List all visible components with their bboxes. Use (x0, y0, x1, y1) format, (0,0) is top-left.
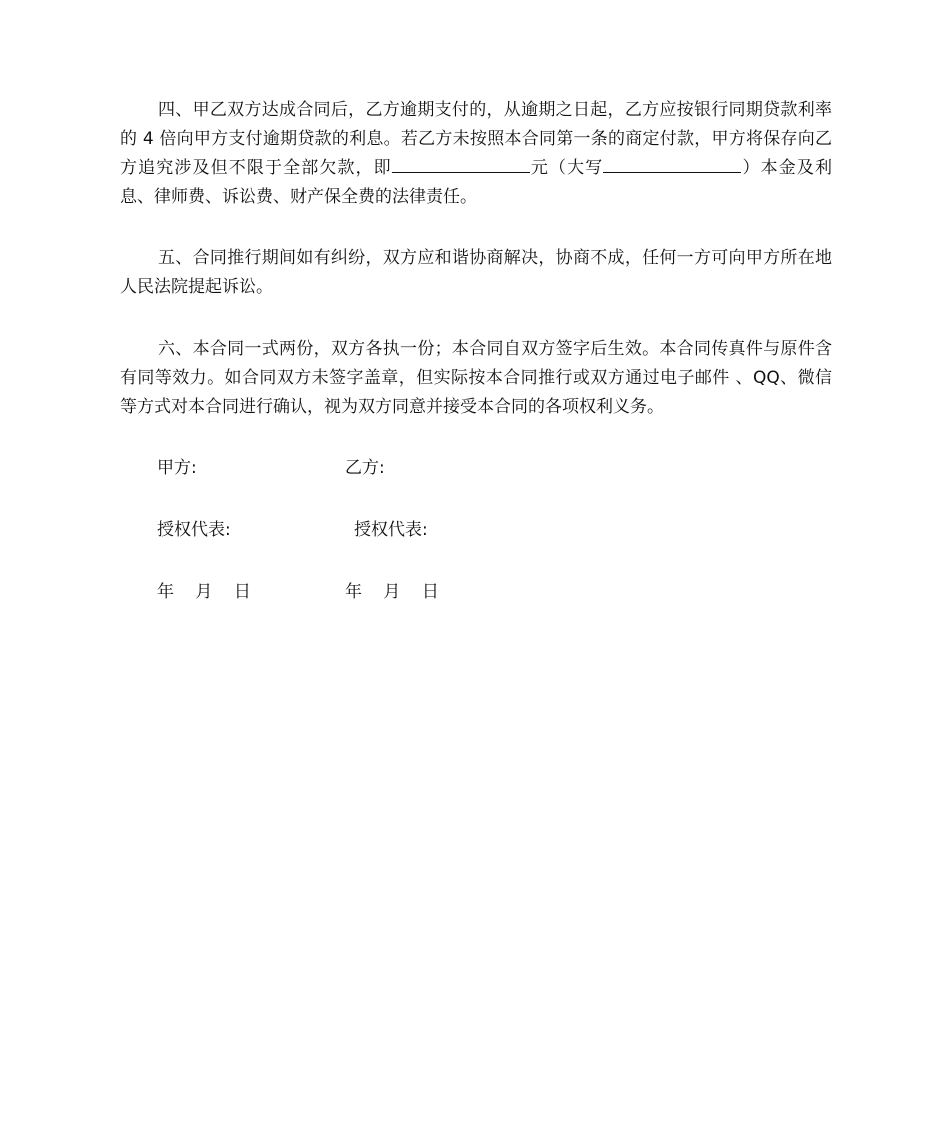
day-label-a: 日 (233, 582, 251, 602)
party-a-label: 甲方: (157, 458, 197, 478)
clause-six-paragraph: 六、本合同一式两份，双方各执一份；本合同自双方签字后生效。本合同传真件与原件含有同等效力。如合同双方未签字盖章，但实际按本合同推行或双方通过电子邮件 、QQ、微信等方式对本合同进行确认，视为双方同意并接受本合同的各项权利义务。 (120, 339, 832, 417)
year-label-b: 年 (345, 582, 362, 602)
amount-words-blank (603, 171, 741, 173)
clause-four-text-1: 四、甲乙双方达成合同后，乙方逾期支付的，从逾期之日起，乙方应按银行同期贷款利率的 4 倍向甲方支付逾期贷款的利息。若乙方未按照本合同第一条的商定付款，甲方将保存向乙方追究涉及但不限于全部欠款，即 (120, 100, 832, 178)
rep-b-label: 授权代表: (354, 520, 428, 540)
amount-blank (392, 171, 530, 173)
party-b-label: 乙方: (345, 458, 385, 478)
clause-four-text-2: 元（大写 (529, 158, 604, 178)
clause-four-paragraph (120, 96, 832, 212)
day-label-b: 日 (421, 582, 439, 602)
year-label-a: 年 (157, 582, 174, 602)
clause-five-paragraph: 五、合同推行期间如有纠纷，双方应和谐协商解决，协商不成，任何一方可向甲方所在地人民法院提起诉讼。 (120, 248, 832, 297)
month-label-a: 月 (195, 582, 213, 602)
clause-four-text-3: ）本金及利息、律师费、诉讼费、财产保全费的法律责任。 (120, 158, 833, 207)
rep-a-label: 授权代表: (157, 520, 231, 540)
month-label-b: 月 (383, 582, 401, 602)
date-row-a (157, 580, 251, 604)
date-row-b (345, 580, 439, 604)
